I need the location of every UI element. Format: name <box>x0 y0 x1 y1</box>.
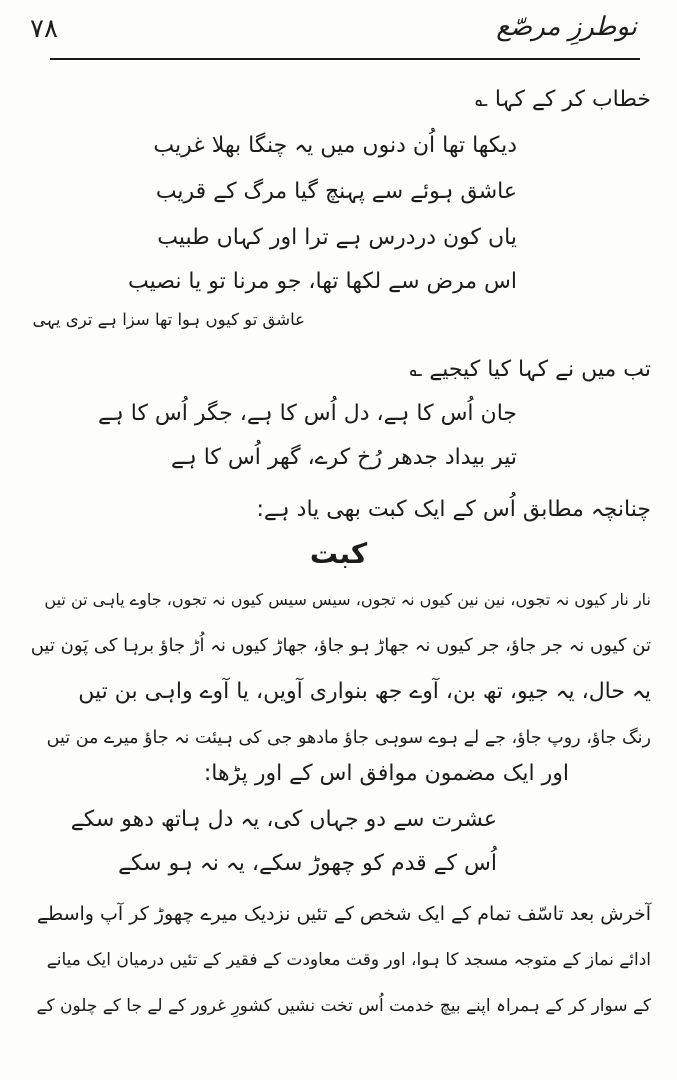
verse-line-6: جان اُس کا ہے، دل اُس کا ہے، جگر اُس کا ہے <box>97 401 517 426</box>
kabit-line-1: نار نار کیوں نہ تجوں، نین نین کیوں نہ تجوں، سیس سیس کیوں نہ تجوں، جاوے یاہی تن تیں <box>44 590 651 609</box>
page-number: ۷۸ <box>30 14 58 44</box>
running-title: نوطرزِ مرصّع <box>496 12 637 42</box>
header-rule <box>50 58 640 60</box>
verse-line-1: دیکھا تھا اُن دنوں میں یہ چنگا بھلا غریب <box>153 133 517 158</box>
prose-line-4: اور ایک مضمون موافق اس کے اور پڑھا: <box>203 761 569 786</box>
prose-line-2: تب میں نے کہا کیا کیجیے ؎ <box>409 357 651 382</box>
verse-line-7: تیر بیداد جدھر رُخ کرے، گھر اُس کا ہے <box>170 445 517 470</box>
section-heading: کبت <box>309 537 368 570</box>
prose-line-7: کے سوار کر کے ہمراہ اپنے بیچ خدمت اُس تخت نشیں کشورِ غرور کے لے جا کے چلون کے <box>36 996 651 1016</box>
kabit-line-3: یہ حال، یہ جیو، تھ بن، آوے جھ بنواری آویں، یا آوے واہی بن تیں <box>78 679 651 704</box>
prose-line-3: چنانچہ مطابق اُس کے ایک کبت بھی یاد ہے: <box>256 497 651 522</box>
verse-line-3: یاں کون دردرس ہے ترا اور کہاں طبیب <box>157 225 517 250</box>
verse-line-8: عشرت سے دو جہاں کی، یہ دل ہاتھ دھو سکے <box>70 807 497 832</box>
verse-line-2: عاشق ہوئے سے پہنچ گیا مرگ کے قریب <box>155 179 517 204</box>
kabit-line-2: تن کیوں نہ جر جاؤ، جر کیوں نہ جھاڑ ہو جاؤ، جھاڑ کیوں نہ اُڑ جاؤ برہا کی پَون تیں <box>30 635 651 656</box>
prose-line-5: آخرش بعد تاسّف تمام کے ایک شخص کے تئیں نزدیک میرے چھوڑ کر آپ واسطے <box>36 903 651 925</box>
verse-line-5: عاشق تو کیوں ہوا تھا سزا ہے تری یہی <box>32 310 305 329</box>
verse-line-9: اُس کے قدم کو چھوڑ سکے، یہ نہ ہو سکے <box>118 851 497 876</box>
kabit-line-4: رنگ جاؤ، روپ جاؤ، جے لے ہوے سوہی جاؤ مادھو جی کی ہیئت نہ جاؤ میرے من تیں <box>46 728 651 748</box>
prose-line-6: ادائے نماز کے متوجہ مسجد کا ہوا، اور وقت معاودت کے فقیر کے تئیں درمیان ایک میانے <box>46 950 651 970</box>
verse-line-4: اس مرض سے لکھا تھا، جو مرنا تو یا نصیب <box>128 269 517 294</box>
prose-line-1: خطاب کر کے کہا ؎ <box>475 87 651 112</box>
